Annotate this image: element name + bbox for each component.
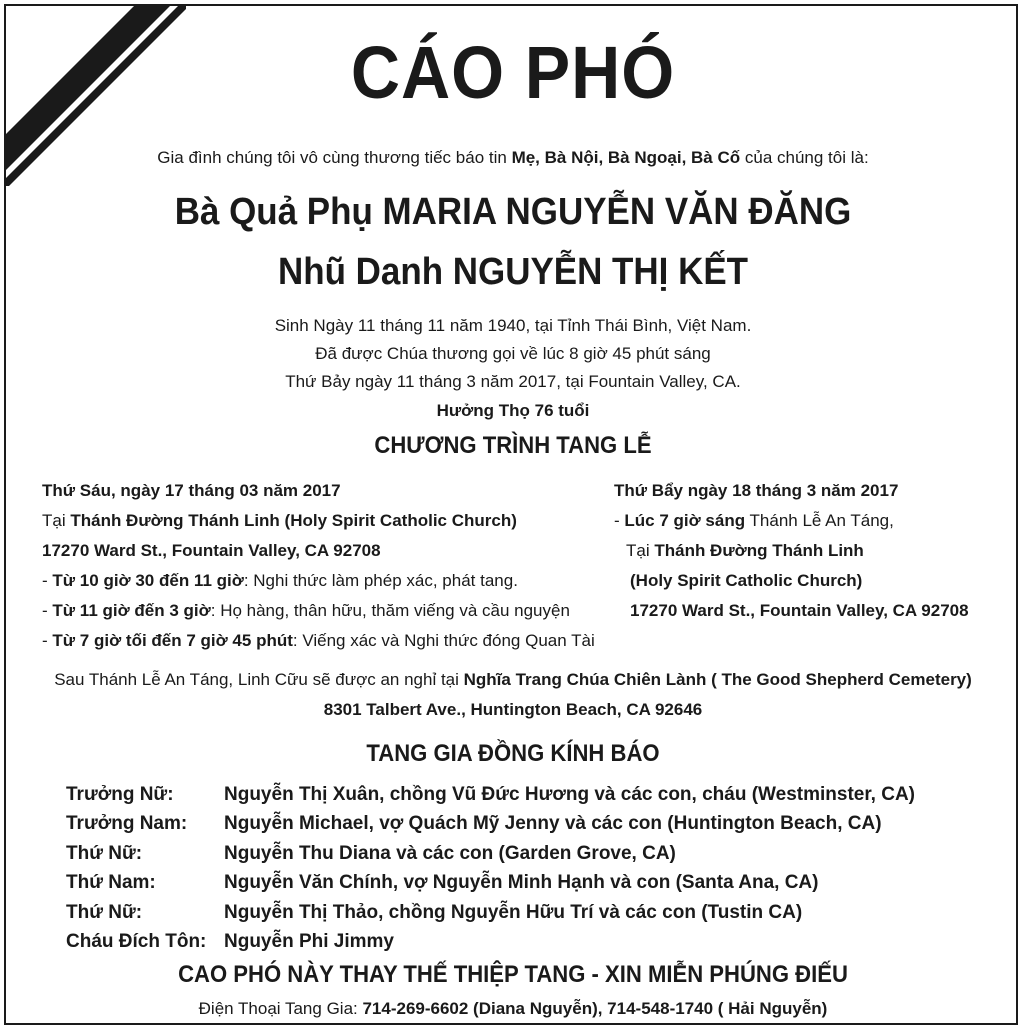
day-one-place xyxy=(42,506,595,536)
closing-notice: CAO PHÓ NÀY THAY THẾ THIỆP TANG - XIN MIỄN PHÚNG ĐIẾU xyxy=(178,961,848,988)
day-two-place-pre: Tại xyxy=(626,541,655,560)
day-two-place xyxy=(614,536,969,566)
intro-post: của chúng tôi là: xyxy=(740,148,869,167)
family-role: Thứ Nam: xyxy=(66,872,156,894)
intro-pre: Gia đình chúng tôi vô cùng thương tiếc báo tin xyxy=(157,148,512,167)
family-names: Nguyễn Thu Diana và các con (Garden Grove, CA) xyxy=(224,842,676,864)
item-desc: : Họ hàng, thân hữu, thăm viếng và cầu nguyện xyxy=(210,601,570,620)
deceased-prefix: Bà Quả Phụ xyxy=(174,191,383,233)
item-time: Từ 7 giờ tối đến 7 giờ 45 phút xyxy=(52,631,293,650)
list-item xyxy=(66,898,915,927)
day-two-mass: - Lúc 7 giờ sáng Thánh Lễ An Táng, xyxy=(614,511,894,530)
intro-text xyxy=(6,148,1018,168)
birth-info: Sinh Ngày 11 tháng 11 năm 1940, tại Tỉnh Thái Bình, Việt Nam. xyxy=(274,316,752,335)
burial-pre: Sau Thánh Lễ An Táng, Linh Cữu sẽ được an nghỉ tại xyxy=(54,670,464,689)
day-two-address: 17270 Ward St., Fountain Valley, CA 92708 xyxy=(630,601,969,620)
program-day-one xyxy=(42,476,595,656)
phone-label: Điện Thoại Tang Gia: xyxy=(198,999,363,1018)
deceased-full-name: MARIA NGUYỄN VĂN ĐĂNG xyxy=(382,191,852,233)
family-names: Nguyễn Phi Jimmy xyxy=(224,930,394,952)
family-heading: TANG GIA ĐỒNG KÍNH BÁO xyxy=(366,740,660,767)
list-item xyxy=(66,780,915,809)
family-names: Nguyễn Văn Chính, vợ Nguyễn Minh Hạnh và con (Santa Ana, CA) xyxy=(224,872,819,894)
day-two-church: Thánh Đường Thánh Linh xyxy=(654,541,864,560)
cemetery-address: 8301 Talbert Ave., Huntington Beach, CA 92646 xyxy=(323,700,703,719)
item-time: Từ 10 giờ 30 đến 11 giờ xyxy=(52,571,244,590)
burial-info xyxy=(6,670,1018,690)
phone-numbers: 714-269-6602 (Diana Nguyễn), 714-548-1740 ( Hải Nguyễn) xyxy=(362,999,828,1018)
list-item xyxy=(66,927,915,956)
day-one-address: 17270 Ward St., Fountain Valley, CA 92708 xyxy=(42,541,381,560)
family-list xyxy=(66,780,915,956)
item-desc: : Viếng xác và Nghi thức đóng Quan Tài xyxy=(292,631,595,650)
family-names: Nguyễn Thị Xuân, chồng Vũ Đức Hương và các con, cháu (Westminster, CA) xyxy=(224,784,916,805)
item-time: Từ 11 giờ đến 3 giờ xyxy=(52,601,211,620)
intro-relations: Mẹ, Bà Nội, Bà Ngoại, Bà Cố xyxy=(511,148,741,167)
list-item: - Từ 10 giờ 30 đến 11 giờ: Nghi thức làm phép xác, phát tang. xyxy=(42,571,518,590)
day-two-church-en: (Holy Spirit Catholic Church) xyxy=(630,571,863,590)
death-time-info: Đã được Chúa thương gọi về lúc 8 giờ 45 phút sáng xyxy=(315,344,711,363)
day-two-date: Thứ Bẩy ngày 18 tháng 3 năm 2017 xyxy=(614,481,899,500)
mass-time: Lúc 7 giờ sáng xyxy=(624,511,746,530)
day-one-church: Thánh Đường Thánh Linh (Holy Spirit Catholic Church) xyxy=(70,511,517,530)
age-info: Hưởng Thọ 76 tuổi xyxy=(436,401,590,420)
cemetery-name: Nghĩa Trang Chúa Chiên Lành ( The Good Shepherd Cemetery) xyxy=(463,670,972,689)
obituary-frame xyxy=(4,4,1018,1025)
list-item xyxy=(66,868,915,897)
family-role: Cháu Đích Tôn: xyxy=(66,930,207,952)
family-names: Nguyễn Thị Thảo, chồng Nguyễn Hữu Trí và các con (Tustin CA) xyxy=(224,901,803,923)
deceased-name xyxy=(47,191,980,234)
page-title: CÁO PHÓ xyxy=(350,31,676,114)
list-item xyxy=(66,809,915,838)
day-one-date: Thứ Sáu, ngày 17 tháng 03 năm 2017 xyxy=(42,481,341,500)
maiden-full-name: NGUYỄN THỊ KẾT xyxy=(452,251,749,293)
list-item xyxy=(66,839,915,868)
family-role: Trưởng Nam: xyxy=(66,813,188,835)
family-role: Thứ Nữ: xyxy=(66,842,143,864)
program-heading: CHƯƠNG TRÌNH TANG LỄ xyxy=(374,432,652,459)
day-one-place-pre: Tại xyxy=(42,511,71,530)
family-role: Trưởng Nữ: xyxy=(66,784,174,805)
family-names: Nguyễn Michael, vợ Quách Mỹ Jenny và các con (Huntington Beach, CA) xyxy=(224,813,882,835)
list-item: - Từ 11 giờ đến 3 giờ: Họ hàng, thân hữu, thăm viếng và cầu nguyện xyxy=(42,601,570,620)
program-day-two xyxy=(614,476,969,626)
mass-desc: Thánh Lễ An Táng, xyxy=(745,511,894,530)
maiden-prefix: Nhũ Danh xyxy=(277,251,453,293)
family-role: Thứ Nữ: xyxy=(66,901,143,923)
list-item: - Từ 7 giờ tối đến 7 giờ 45 phút: Viếng xác và Nghi thức đóng Quan Tài xyxy=(42,631,595,650)
contact-phone xyxy=(6,999,1018,1019)
maiden-name xyxy=(47,251,980,294)
death-date-info: Thứ Bảy ngày 11 tháng 3 năm 2017, tại Fountain Valley, CA. xyxy=(285,372,741,391)
item-desc: : Nghi thức làm phép xác, phát tang. xyxy=(243,571,518,590)
